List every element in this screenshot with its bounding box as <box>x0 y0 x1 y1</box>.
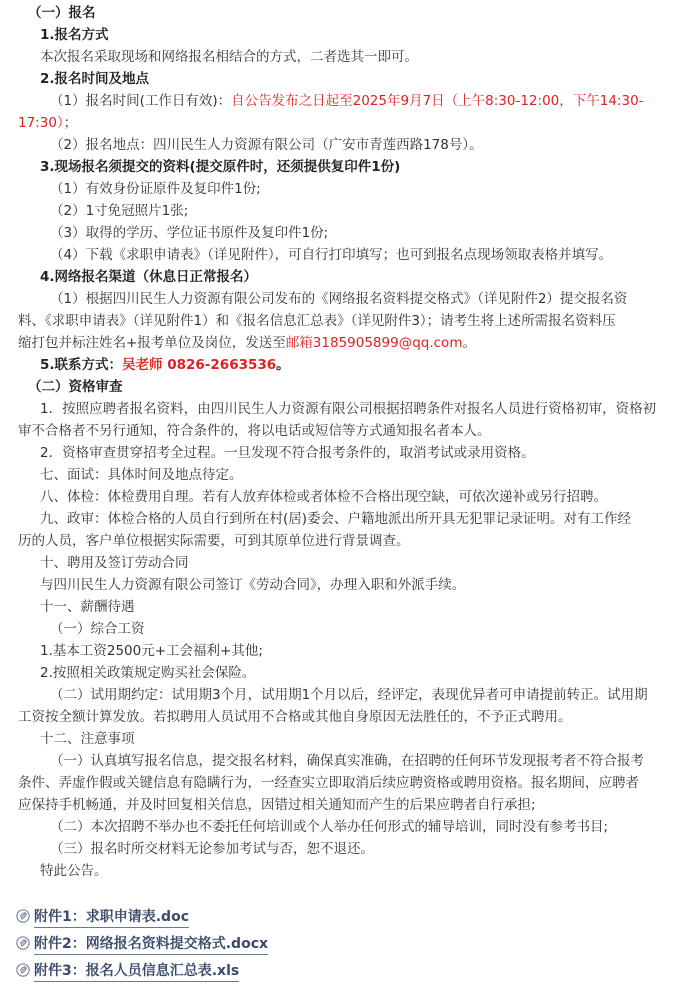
section-heading: 十、聘用及签订劳动合同 <box>40 555 189 571</box>
paragraph: 2．资格审查贯穿招考全过程。一旦发现不符合报考条件的，取消考试或录用资格。 <box>40 445 535 461</box>
contact-label: 5.联系方式： <box>40 357 123 373</box>
paragraph: 审不合格者不另行通知，符合条件的，将以电话或短信等方式通知报名者本人。 <box>18 423 491 439</box>
section-heading: 十二、注意事项 <box>40 731 135 747</box>
closing-text: 特此公告。 <box>40 863 108 879</box>
email-link[interactable]: 邮箱3185905899@qq.com <box>285 335 463 351</box>
paragraph: 历的人员，客户单位根据实际需要，可到其原单位进行背景调查。 <box>18 533 410 549</box>
contact-value: 吴老师 0826-2663536 <box>122 357 277 373</box>
attachment-label[interactable]: 附件3：报名人员信息汇总表.xls <box>34 963 239 982</box>
subheading: 2.报名时间及地点 <box>40 71 150 87</box>
paragraph <box>18 112 696 134</box>
paragraph: （二）本次招聘不举办也不委托任何培训或个人举办任何形式的辅导培训，同时没有参考书目; <box>50 819 609 835</box>
paragraph: （1）根据四川民生人力资源有限公司发布的《网络报名资料提交格式》（详见附件2）提交报名资 <box>50 291 628 307</box>
subheading: 3.现场报名须提交的资料(提交原件时，还须提供复印件1份) <box>40 159 401 175</box>
paragraph: （一）认真填写报名信息，提交报名材料，确保真实准确，在招聘的任何环节发现报考者不符合报考 <box>50 753 644 769</box>
attachment-link-2[interactable] <box>16 933 268 955</box>
list-item: （1）有效身份证原件及复印件1份; <box>50 181 261 197</box>
list-item: （3）取得的学历、学位证书原件及复印件1份; <box>50 225 329 241</box>
paragraph: 与四川民生人力资源有限公司签订《劳动合同》，办理入职和外派手续。 <box>40 577 466 593</box>
paragraph: 条件、弄虚作假或关键信息有隐瞒行为，一经查实立即取消后续应聘资格或聘用资格。报名期间，应聘者 <box>18 775 639 791</box>
highlight-text: 自公告发布之日起至2025年9月7日（上午8:30-12:00，下午14:30- <box>231 93 644 109</box>
paperclip-icon <box>16 936 30 950</box>
list-item: 1.基本工资2500元+工会福利+其他; <box>40 643 263 659</box>
paragraph: 本次报名采取现场和网络报名相结合的方式，二者选其一即可。 <box>40 49 418 65</box>
paragraph: 八、体检：体检费用自理。若有人放弃体检或者体检不合格出现空缺，可依次递补或另行招聘。 <box>40 489 607 505</box>
text: 。 <box>462 335 476 351</box>
attachment-link-1[interactable] <box>16 906 189 928</box>
paperclip-icon <box>16 909 30 923</box>
subheading: 1.报名方式 <box>40 27 109 43</box>
paragraph: （2）报名地点：四川民生人力资源有限公司（广安市青莲西路178号）。 <box>50 137 483 153</box>
subheading: 4.网络报名渠道（休息日正常报名） <box>40 269 258 285</box>
text: ； <box>63 115 78 131</box>
text: 缩打包并标注姓名+报考单位及岗位，发送至 <box>18 335 286 351</box>
paragraph: （二）试用期约定：试用期3个月，试用期1个月以后，经评定，表现优异者可申请提前转正。试用期 <box>50 687 648 703</box>
paragraph <box>50 90 696 112</box>
contact-line <box>40 354 696 376</box>
paragraph <box>18 332 696 354</box>
paperclip-icon <box>16 963 30 977</box>
attachment-label[interactable]: 附件1：求职申请表.doc <box>34 909 189 928</box>
paragraph: 应保持手机畅通，并及时回复相关信息，因错过相关通知而产生的后果应聘者自行承担; <box>18 797 536 813</box>
paragraph: 工资按全额计算发放。若拟聘用人员试用不合格或其他自身原因无法胜任的，不予正式聘用。 <box>18 709 572 725</box>
subheading: （一）综合工资 <box>50 621 145 637</box>
highlight-text: 17:30） <box>18 115 64 131</box>
attachment-label[interactable]: 附件2：网络报名资料提交格式.docx <box>34 936 268 955</box>
paragraph: 九、政审：体检合格的人员自行到所在村(居)委会、户籍地派出所开具无犯罪记录证明。对有工作经 <box>40 511 632 527</box>
paragraph: （三）报名时所交材料无论参加考试与否，恕不退还。 <box>50 841 374 857</box>
attachment-link-3[interactable] <box>16 960 239 982</box>
section-heading: 十一、薪酬待遇 <box>40 599 135 615</box>
paragraph: 1．按照应聘者报名资料，由四川民生人力资源有限公司根据招聘条件对报名人员进行资格初审，资格初 <box>40 401 657 417</box>
text: 。 <box>276 357 290 373</box>
list-item: （4）下载《求职申请表》（详见附件），可自行打印填写；也可到报名点现场领取表格并填写。 <box>50 247 613 263</box>
list-item: （2）1寸免冠照片1张; <box>50 203 189 219</box>
paragraph: 七、面试：具体时间及地点待定。 <box>40 467 243 483</box>
paragraph: 料、《求职申请表》（详见附件1）和《报名信息汇总表》（详见附件3）；请考生将上述所需报名资料压 <box>18 313 616 329</box>
section-heading: （二）资格审查 <box>28 379 123 395</box>
section-heading: （一）报名 <box>28 5 96 21</box>
text: （1）报名时间(工作日有效)： <box>50 93 232 109</box>
list-item: 2.按照相关政策规定购买社会保险。 <box>40 665 256 681</box>
